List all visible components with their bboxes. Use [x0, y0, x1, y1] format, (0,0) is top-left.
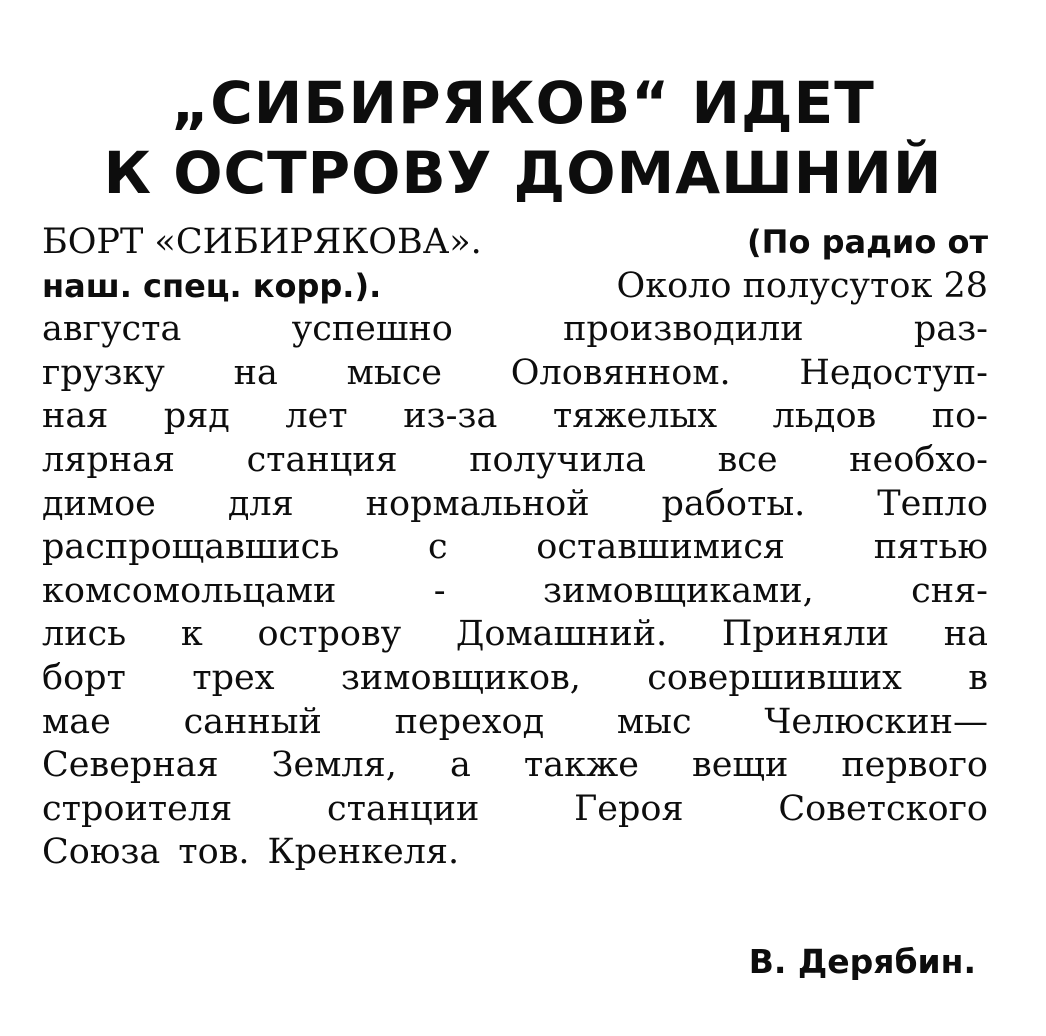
word: оставшимися — [536, 527, 786, 568]
word: Земля, — [271, 745, 397, 786]
word: работы. — [661, 483, 806, 524]
word: с — [428, 527, 448, 568]
word: переход — [394, 701, 545, 742]
text-fragment: Около полусуток 28 — [616, 265, 988, 306]
word: льдов — [772, 396, 877, 437]
word: димое — [42, 483, 156, 524]
word: Северная — [42, 745, 219, 786]
headline — [0, 68, 1046, 208]
word: получила — [469, 439, 646, 480]
word: на — [943, 614, 988, 655]
word: острову — [257, 614, 402, 655]
word: зимовщиками, — [543, 570, 814, 611]
word: мае — [42, 701, 111, 742]
word: раз- — [913, 309, 988, 350]
word: Тепло — [877, 483, 988, 524]
text-line — [42, 613, 988, 657]
word: Домашний. — [455, 614, 668, 655]
word: вещи — [691, 745, 789, 786]
word: все — [717, 439, 778, 480]
word: грузку — [42, 352, 165, 393]
word: ряд — [163, 396, 230, 437]
text-line — [42, 526, 988, 570]
word: а — [449, 745, 471, 786]
dateline: БОРТ «СИБИРЯКОВА». — [42, 222, 482, 262]
word: первого — [841, 745, 988, 786]
word: Недоступ- — [799, 352, 988, 393]
headline-line-2: К ОСТРОВУ ДОМАШНИЙ — [103, 139, 943, 207]
text-line — [42, 352, 988, 396]
article-body — [42, 221, 988, 875]
word: станция — [246, 439, 398, 480]
word: тяжелых — [552, 396, 718, 437]
text-line — [42, 744, 988, 788]
word: для — [227, 483, 294, 524]
word: Оловянном. — [510, 352, 731, 393]
word: ная — [42, 396, 109, 437]
word: сня- — [911, 570, 988, 611]
word: распрощавшись — [42, 527, 340, 568]
word: санный — [183, 701, 322, 742]
word: Советского — [778, 788, 988, 829]
word: успешно — [291, 309, 453, 350]
word: в — [968, 657, 988, 698]
text-line — [42, 395, 988, 439]
word: необхо- — [849, 439, 988, 480]
word: зимовщиков, — [340, 657, 581, 698]
text-line — [42, 308, 988, 352]
word: лись — [42, 614, 127, 655]
word: Приняли — [721, 614, 890, 655]
text-line — [42, 570, 988, 614]
word: мыс — [616, 701, 692, 742]
word: на — [233, 352, 278, 393]
word: также — [523, 745, 639, 786]
word: борт — [42, 657, 126, 698]
word: Героя — [574, 788, 684, 829]
word: - — [433, 570, 446, 611]
source-note-continued: наш. спец. корр.). — [42, 266, 382, 305]
text-line — [42, 265, 988, 309]
text-line — [42, 701, 988, 745]
word: пятью — [873, 527, 988, 568]
headline-line-1: „СИБИРЯКОВ“ ИДЕТ — [171, 69, 875, 137]
word: Кренкеля. — [267, 832, 460, 873]
word: мысе — [346, 352, 443, 393]
word: лярная — [42, 439, 175, 480]
word: тов. — [178, 832, 250, 873]
text-line — [42, 439, 988, 483]
author-signature: В. Дерябин. — [748, 942, 976, 981]
text-line — [42, 221, 988, 265]
source-note: (По радио от — [747, 223, 988, 261]
text-line — [42, 788, 988, 832]
word: Челюскин— — [764, 701, 988, 742]
word: нормальной — [365, 483, 590, 524]
word: строителя — [42, 788, 233, 829]
word: к — [180, 614, 203, 655]
word: по- — [931, 396, 988, 437]
word: из-за — [403, 396, 498, 437]
text-line — [42, 831, 988, 875]
word: августа — [42, 309, 182, 350]
word: лет — [285, 396, 348, 437]
word: трех — [192, 657, 275, 698]
word: производили — [563, 309, 804, 350]
word: станции — [326, 788, 480, 829]
word: Союза — [42, 832, 161, 873]
text-line — [42, 483, 988, 527]
text-line — [42, 657, 988, 701]
word: комсомольцами — [42, 570, 337, 611]
word: совершивших — [647, 657, 902, 698]
